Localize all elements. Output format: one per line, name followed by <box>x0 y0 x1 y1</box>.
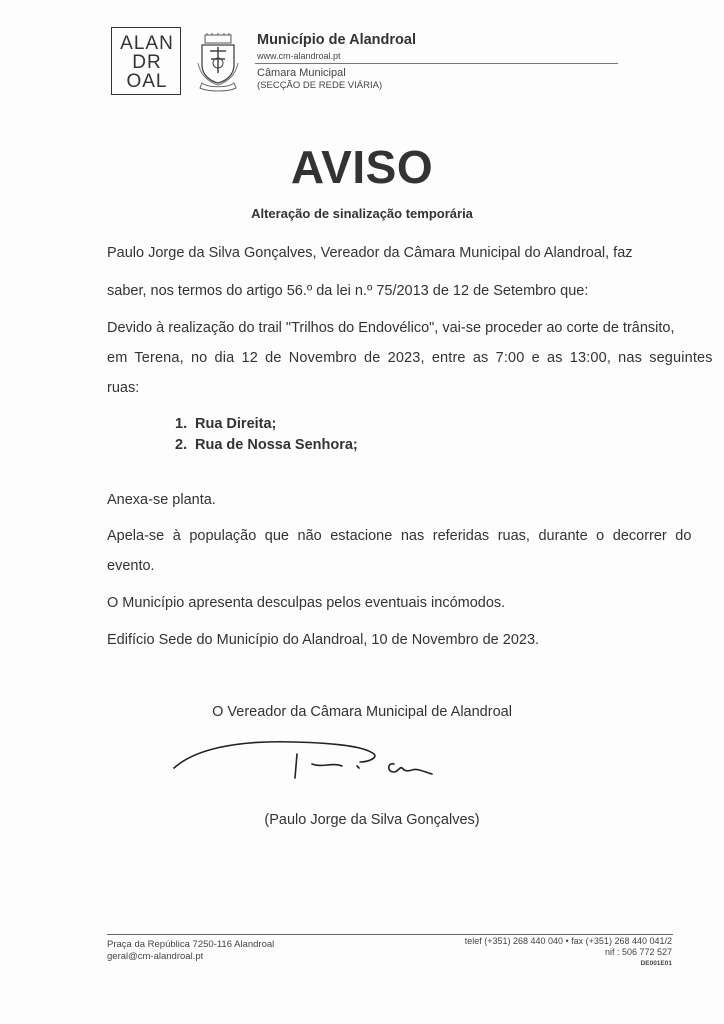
street-item-1-number: 1. <box>175 416 188 432</box>
footer-divider <box>107 934 673 935</box>
notice-title: AVISO <box>290 141 434 193</box>
body-line-1: Devido à realização do trail "Trilhos do Endovélico", vai-se proceder ao corte de trânsito, <box>107 320 675 336</box>
header-divider <box>255 63 618 64</box>
intro-line-2: saber, nos termos do artigo 56.º da lei n.º 75/2013 de 12 de Setembro que: <box>107 283 589 299</box>
alandroal-logo <box>111 27 181 95</box>
municipality-website: www.cm-alandroal.pt <box>257 51 341 61</box>
footer-email: geral@cm-alandroal.pt <box>107 951 204 962</box>
coat-of-arms-icon <box>196 33 240 93</box>
footer-contact-right <box>465 936 672 969</box>
signatory-name: (Paulo Jorge da Silva Gonçalves) <box>264 812 480 828</box>
appeal-line-2: evento. <box>107 558 155 574</box>
footer-document-code: DE001E01 <box>640 960 672 967</box>
intro-line-1: Paulo Jorge da Silva Gonçalves, Vereador da Câmara Municipal do Alandroal, faz <box>107 245 633 261</box>
logo-line-3: OAL <box>126 71 168 92</box>
body-line-2: em Terena, no dia 12 de Novembro de 2023, entre as 7:00 e as 13:00, nas seguintes <box>107 350 713 366</box>
notice-subtitle: Alteração de sinalização temporária <box>251 206 473 221</box>
street-item-2-name: Rua de Nossa Senhora; <box>195 437 358 453</box>
chamber-label: Câmara Municipal <box>257 67 346 79</box>
signatory-role: O Vereador da Câmara Municipal de Alandroal <box>212 704 512 720</box>
handwritten-signature <box>172 730 462 790</box>
street-item-2-number: 2. <box>175 437 188 453</box>
apology-note: O Município apresenta desculpas pelos eventuais incómodos. <box>107 595 506 611</box>
place-and-date: Edifício Sede do Município do Alandroal, 10 de Novembro de 2023. <box>107 632 540 648</box>
footer-nif: nif : 506 772 527 <box>604 947 672 957</box>
footer-contact-left <box>107 939 274 963</box>
street-item-1 <box>175 416 276 432</box>
body-line-3: ruas: <box>107 380 140 396</box>
section-label: (SECÇÃO DE REDE VIÁRIA) <box>257 80 383 91</box>
street-item-2 <box>175 437 358 453</box>
logo-line-2: DR <box>132 52 162 73</box>
footer-address: Praça da República 7250-116 Alandroal <box>107 939 275 950</box>
municipality-name: Município de Alandroal <box>257 32 416 48</box>
footer-phone: telef (+351) 268 440 040 • fax (+351) 268 440 041/2 <box>464 936 672 946</box>
street-item-1-name: Rua Direita; <box>195 416 277 432</box>
logo-line-1: ALAN <box>120 33 174 54</box>
appeal-line-1: Apela-se à população que não estacione nas referidas ruas, durante o decorrer do <box>107 528 692 544</box>
annex-note: Anexa-se planta. <box>107 492 216 508</box>
